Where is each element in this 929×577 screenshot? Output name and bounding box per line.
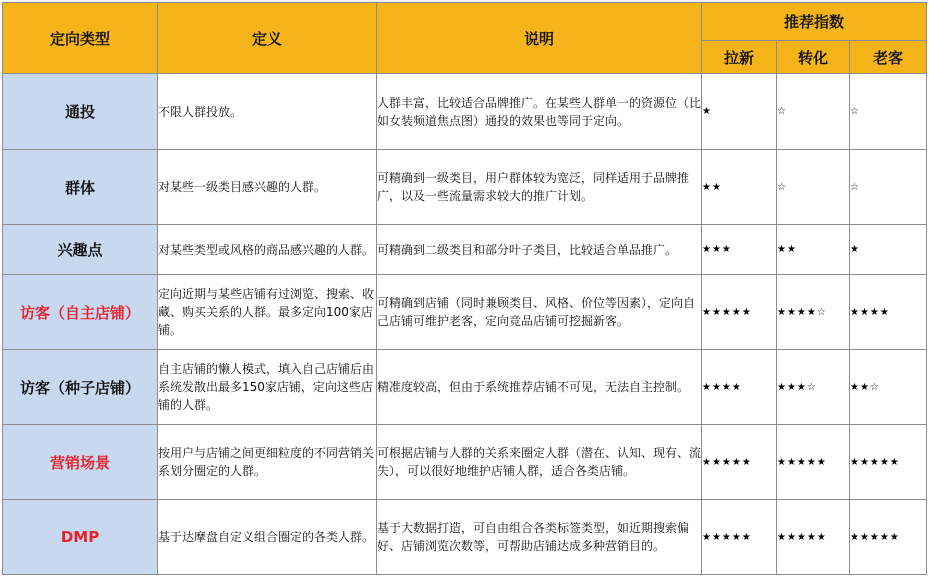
type-cell: 营销场景 [3, 425, 158, 500]
star-rating-returning: ★★☆ [850, 350, 927, 425]
star-rating-returning: ★★★★ [850, 275, 927, 350]
star-rating-new: ★★★★★ [702, 275, 777, 350]
table-row [3, 275, 927, 350]
description-cell: 可精确到店铺（同时兼顾类目、风格、价位等因素），定向自己店铺可维护老客，定向竞品店铺可挖掘新客。 [377, 275, 702, 350]
star-rating-conversion: ★★★★★ [777, 500, 850, 575]
targeting-type-table [2, 2, 927, 575]
description-cell: 可精确到一级类目，用户群体较为宽泛，同样适用于品牌推广，以及一些流量需求较大的推广计划。 [377, 150, 702, 225]
type-cell: 兴趣点 [3, 225, 158, 275]
header-description: 说明 [377, 3, 702, 74]
table-row [3, 74, 927, 150]
star-rating-new: ★★★ [702, 225, 777, 275]
description-cell: 基于大数据打造，可自由组合各类标签类型，如近期搜索偏好、店铺浏览次数等，可帮助店铺达成多种营销目的。 [377, 500, 702, 575]
type-cell: DMP [3, 500, 158, 575]
star-rating-returning: ★★★★★ [850, 425, 927, 500]
star-rating-conversion: ☆ [777, 150, 850, 225]
description-cell: 精准度较高，但由于系统推荐店铺不可见，无法自主控制。 [377, 350, 702, 425]
definition-cell: 按用户与店铺之间更细粒度的不同营销关系划分圈定的人群。 [158, 425, 377, 500]
header-type: 定向类型 [3, 3, 158, 74]
star-rating-conversion: ☆ [777, 74, 850, 150]
definition-cell: 不限人群投放。 [158, 74, 377, 150]
header-definition: 定义 [158, 3, 377, 74]
header-returning-customers: 老客 [850, 41, 927, 74]
table-row [3, 425, 927, 500]
star-rating-new: ★ [702, 74, 777, 150]
star-rating-returning: ★ [850, 225, 927, 275]
header-conversion: 转化 [777, 41, 850, 74]
type-cell: 访客（自主店铺） [3, 275, 158, 350]
definition-cell: 自主店铺的懒人模式，填入自己店铺后由系统发散出最多150家店铺，定向这些店铺的人群。 [158, 350, 377, 425]
definition-cell: 对某些类型或风格的商品感兴趣的人群。 [158, 225, 377, 275]
type-cell: 访客（种子店铺） [3, 350, 158, 425]
type-cell: 群体 [3, 150, 158, 225]
description-cell: 可根据店铺与人群的关系来圈定人群（潜在、认知、现有、流失），可以很好地维护店铺人群，适合各类店铺。 [377, 425, 702, 500]
star-rating-new: ★★★★ [702, 350, 777, 425]
header-row [3, 3, 927, 41]
header-recommend: 推荐指数 [702, 3, 927, 41]
table-row [3, 500, 927, 575]
definition-cell: 定向近期与某些店铺有过浏览、搜索、收藏、购买关系的人群。最多定向100家店铺。 [158, 275, 377, 350]
table-row [3, 350, 927, 425]
star-rating-new: ★★ [702, 150, 777, 225]
star-rating-conversion: ★★★★☆ [777, 275, 850, 350]
star-rating-returning: ☆ [850, 74, 927, 150]
header-new-customers: 拉新 [702, 41, 777, 74]
table-row [3, 150, 927, 225]
star-rating-new: ★★★★★ [702, 500, 777, 575]
description-cell: 人群丰富，比较适合品牌推广。在某些人群单一的资源位（比如女装频道焦点图）通投的效果也等同于定向。 [377, 74, 702, 150]
star-rating-returning: ☆ [850, 150, 927, 225]
description-cell: 可精确到二级类目和部分叶子类目，比较适合单品推广。 [377, 225, 702, 275]
definition-cell: 对某些一级类目感兴趣的人群。 [158, 150, 377, 225]
definition-cell: 基于达摩盘自定义组合圈定的各类人群。 [158, 500, 377, 575]
table-row [3, 225, 927, 275]
star-rating-returning: ★★★★★ [850, 500, 927, 575]
type-cell: 通投 [3, 74, 158, 150]
star-rating-new: ★★★★★ [702, 425, 777, 500]
star-rating-conversion: ★★ [777, 225, 850, 275]
star-rating-conversion: ★★★☆ [777, 350, 850, 425]
star-rating-conversion: ★★★★★ [777, 425, 850, 500]
